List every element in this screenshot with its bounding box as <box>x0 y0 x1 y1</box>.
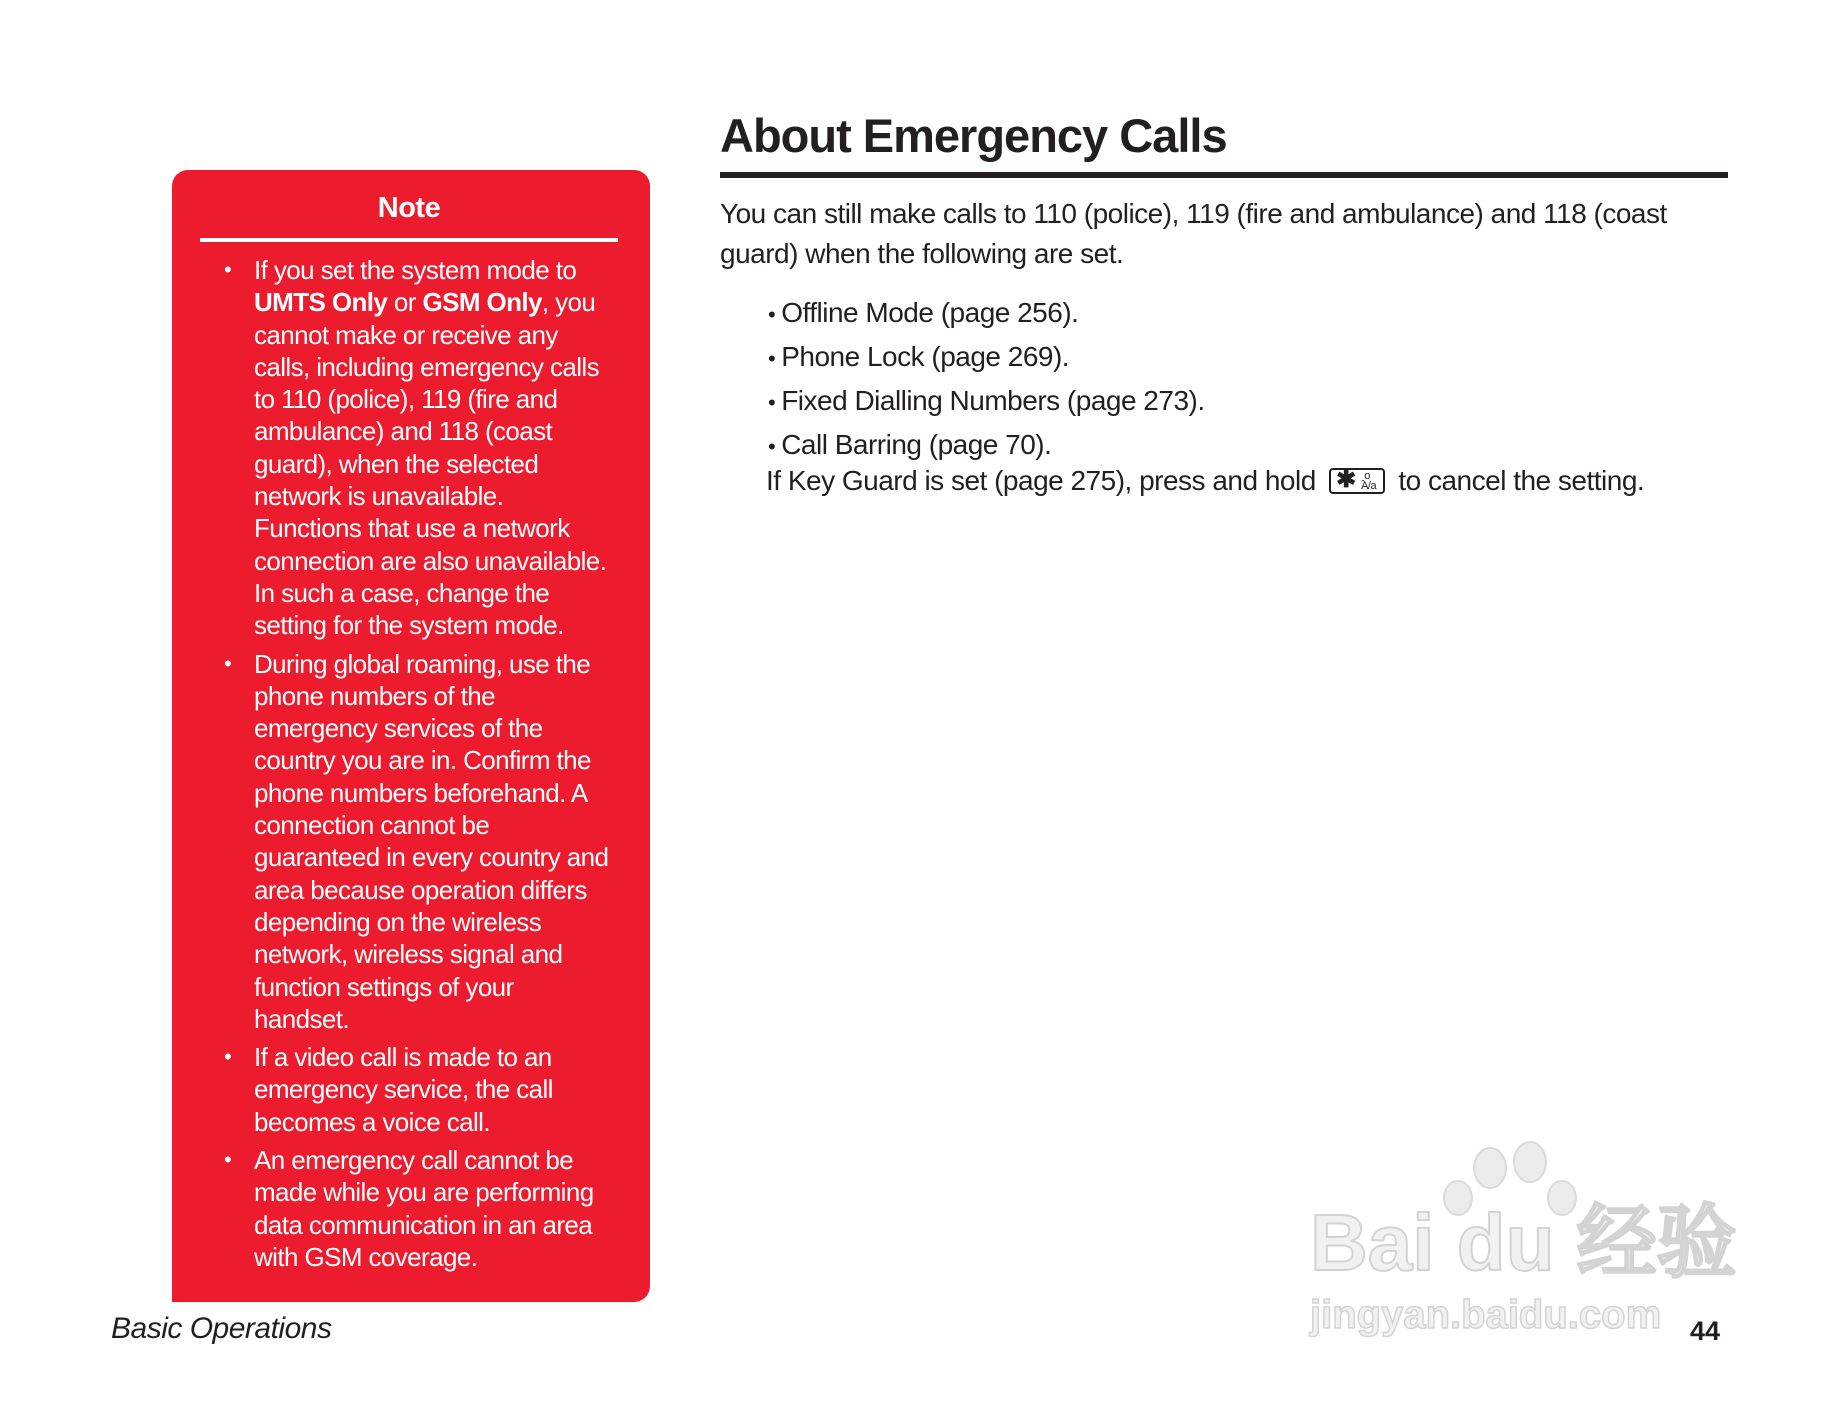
note-box <box>172 170 650 1302</box>
note-item <box>224 1041 614 1138</box>
bullet-icon: • <box>768 346 776 371</box>
note-title: Note <box>377 192 441 224</box>
list-item: • Call Barring (page 70). <box>768 429 1052 460</box>
note-item-text: During global roaming, use the phone numbers of the emergency services of the country you are in. Confirm the phone numbers beforehand. A connection cannot be guaranteed in every country and area because operation differs depending on the wireless network, wireless signal and function settings of your handset. <box>254 648 609 1034</box>
page-number: 44 <box>1690 1316 1721 1346</box>
bullet-icon: • <box>768 390 776 415</box>
note-item <box>224 254 614 642</box>
list-item: • Fixed Dialling Numbers (page 273). <box>768 385 1205 416</box>
baidu-jingyan-watermark <box>1300 1140 1740 1340</box>
note-item-text: An emergency call cannot be made while you are performing data communication in an area with GSM coverage. <box>254 1145 594 1272</box>
page-heading: About Emergency Calls <box>720 109 1227 162</box>
bullet-icon: • <box>224 1044 232 1070</box>
note-divider <box>200 238 618 242</box>
mode-umts-only: UMTS Only <box>254 287 388 318</box>
star-key-icon: ✱ ꞈo A/a <box>1329 468 1385 494</box>
mode-gsm-only: GSM Only <box>422 287 542 318</box>
note-item-text: If you set the system mode to UMTS Only or GSM Only, you cannot make or receive any calls, including emergency calls to 110 (police), 119 (fire and ambulance) and 118 (coast guard), when the selected network is unavailable. Functions that use a network connection are also unavailable. In such a case, change the setting for the system mode. <box>254 255 607 641</box>
watermark-logo-text: Bai du 经验 <box>1310 1198 1737 1287</box>
bullet-icon: • <box>224 1147 232 1173</box>
watermark-url: jingyan.baidu.com <box>1310 1293 1662 1337</box>
bullet-icon: • <box>768 302 776 327</box>
keyguard-instruction: If Key Guard is set (page 275), press and hold ✱ ꞈo A/a to cancel the setting. <box>766 465 1645 496</box>
note-item <box>224 1144 614 1273</box>
intro-paragraph: You can still make calls to 110 (police), 119 (fire and ambulance) and 118 (coast guard) when the following are set. <box>720 198 1667 269</box>
section-name: Basic Operations <box>111 1312 332 1345</box>
note-list <box>224 254 614 1279</box>
bullet-icon: • <box>224 257 232 282</box>
bullet-icon: • <box>224 650 232 676</box>
bullet-icon: • <box>768 434 776 459</box>
note-item-text: If a video call is made to an emergency service, the call becomes a voice call. <box>254 1042 553 1137</box>
settings-list <box>768 292 1668 468</box>
heading-divider <box>720 172 1728 178</box>
list-item: • Offline Mode (page 256). <box>768 297 1079 328</box>
list-item: • Phone Lock (page 269). <box>768 341 1070 372</box>
note-item <box>224 648 614 1036</box>
